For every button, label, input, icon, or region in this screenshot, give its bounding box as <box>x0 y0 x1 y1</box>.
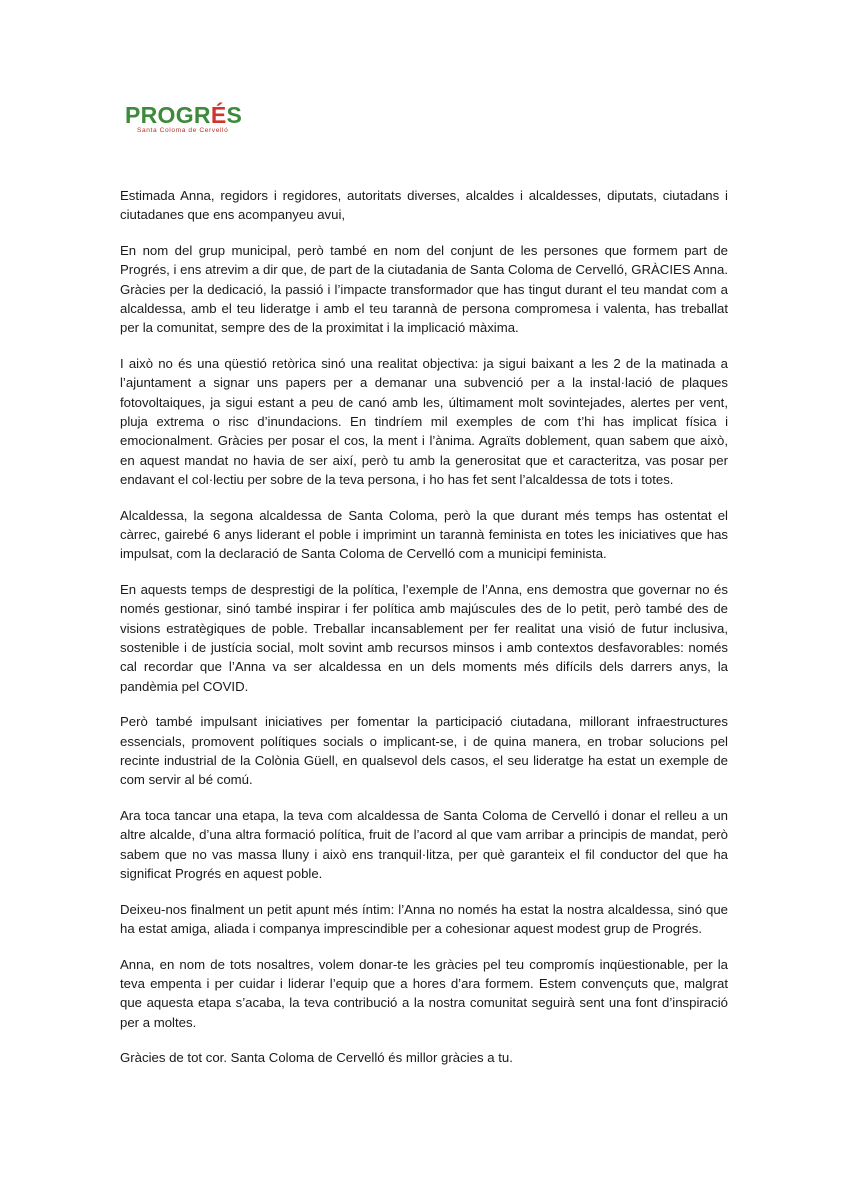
paragraph: I això no és una qüestió retòrica sinó una realitat objectiva: ja sigui baixant a les 2 de la matinada a l’ajuntament a signar uns papers per a demanar una subvenció per a la instal·lació de plaques fotovoltaiques, ja sigui estant a peu de canó amb les, últimament molt sovintejades, alertes per vent, pluja extrema o risc d’inundacions. En tindríem mil exemples de com t’hi has implicat física i emocionalment. Gràcies per posar el cos, la ment i l’ànima. Agraïts doblement, quan sabem que això, en aquest mandat no havia de ser així, però tu amb la generositat que et caracteritza, vas posar per endavant el col·lectiu per sobre de la teva persona, i ho has fet sent l’alcaldessa de tots i totes. <box>120 356 728 487</box>
paragraph: Deixeu-nos finalment un petit apunt més íntim: l’Anna no només ha estat la nostra alcaldessa, sinó que ha estat amiga, aliada i companya imprescindible per a cohesionar aquest modest grup de Progrés. <box>120 901 728 936</box>
paragraph-greeting: Estimada Anna, regidors i regidores, autoritats diverses, alcaldes i alcaldesses, diputats, ciutadans i ciutadanes que ens acompanyeu avui, <box>120 188 728 223</box>
letter-body <box>120 186 728 1084</box>
paragraph: En aquests temps de desprestigi de la política, l’exemple de l’Anna, ens demostra que governar no és només gestionar, sinó també inspirar i fer política amb majúscules des de lo petit, però també des de visions estratègiques de poble. Treballar incansablement per fer realitat una visió de futur inclusiva, sostenible i de justícia social, molt sovint amb recursos minsos i amb contextos desfavorables: només cal recordar que l’Anna va ser alcaldessa en un dels moments més difícils dels darrers anys, la pandèmia pel COVID. <box>120 582 728 694</box>
logo-wordmark <box>125 103 245 127</box>
logo-name-part1: PROGR <box>125 102 211 128</box>
paragraph: Però també impulsant iniciatives per fomentar la participació ciutadana, millorant infraestructures essencials, promovent polítiques socials o implicant-se, i de quina manera, en trobar solucions pel recinte industrial de la Colònia Güell, en qualsevol dels casos, el seu lideratge ha estat un exemple de com servir al bé comú. <box>120 714 728 788</box>
logo-name-part2: S <box>226 102 243 128</box>
paragraph: En nom del grup municipal, però també en nom del conjunt de les persones que formem part de Progrés, i ens atrevim a dir que, de part de la ciutadania de Santa Coloma de Cervelló, GRÀCIES Anna. Gràcies per la dedicació, la passió i l’impacte transformador que has tingut durant el teu mandat com a alcaldessa, amb el teu lideratge i amb el teu tarannà de persona compromesa i valenta, has treballat per la comunitat, sempre des de la proximitat i la implicació màxima. <box>120 243 728 336</box>
progres-logo <box>125 103 245 137</box>
logo-subtitle: Santa Coloma de Cervelló <box>137 127 229 134</box>
paragraph: Ara toca tancar una etapa, la teva com alcaldessa de Santa Coloma de Cervelló i donar el relleu a un altre alcalde, d’una altra formació política, fruit de l’acord al que vam arribar a principis de mandat, però sabem que no vas massa lluny i això ens tranquil·litza, per què garanteix el fil conductor del que ha significat Progrés en aquest poble. <box>120 808 728 881</box>
paragraph: Anna, en nom de tots nosaltres, volem donar-te les gràcies pel teu compromís inqüestionable, per la teva empenta i per cuidar i liderar l’equip que a hores d’ara formem. Estem convençuts que, malgrat que aquesta etapa s’acaba, la teva contribució a la nostra comunitat seguirà sent una font d’inspiració per a moltes. <box>120 956 728 1030</box>
logo-name-accent: É <box>210 102 227 128</box>
paragraph-closing: Gràcies de tot cor. Santa Coloma de Cervelló és millor gràcies a tu. <box>120 1050 513 1066</box>
paragraph: Alcaldessa, la segona alcaldessa de Santa Coloma, però la que durant més temps has ostentat el càrrec, gairebé 6 anys liderant el poble i imprimint un tarannà feminista en totes les iniciatives que has impulsat, com la declaració de Santa Coloma de Cervelló com a municipi feminista. <box>120 507 728 562</box>
